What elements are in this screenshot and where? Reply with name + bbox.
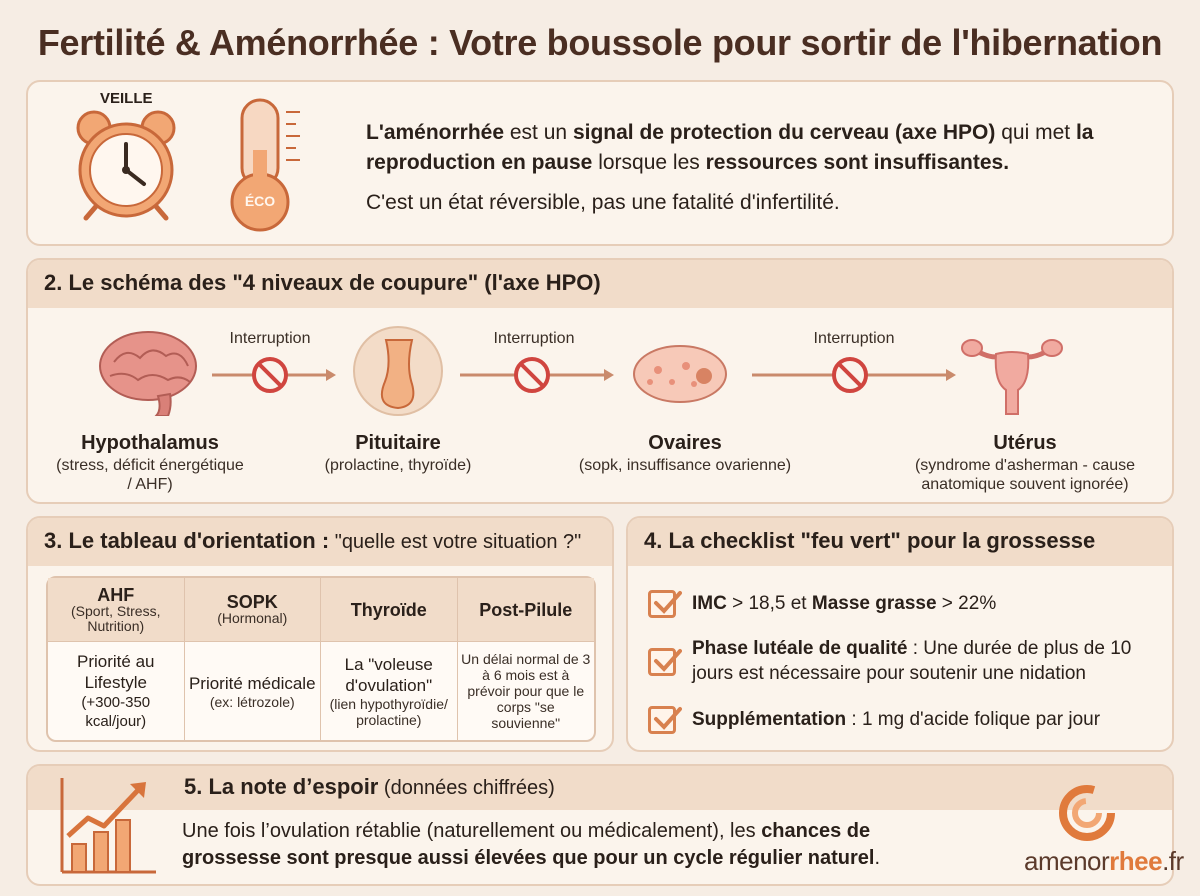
- ovary-icon: [628, 326, 732, 416]
- checklist-panel-title: 4. La checklist "feu vert" pour la grossesse: [628, 518, 1172, 566]
- checkbox-icon: [648, 590, 676, 618]
- hope-text: Une fois l’ovulation rétablie (naturellement ou médicalement), les chances de grossesse sont presque aussi élevées que pour un cycle régulier naturel.: [182, 820, 881, 869]
- interruption-label-2: Interruption: [493, 330, 575, 347]
- intro-text: [366, 118, 1166, 218]
- interruption-label-1: Interruption: [229, 330, 311, 347]
- col-header-sopk: SOPK (Hormonal): [185, 578, 322, 642]
- node-name-pituitaire: Pituitaire: [355, 432, 441, 454]
- orientation-panel-title: 3. Le tableau d'orientation : "quelle est votre situation ?": [28, 518, 612, 566]
- brain-icon: [96, 326, 200, 416]
- arrow-3: [748, 352, 958, 398]
- node-sub-uterus: (syndrome d'asherman - cause anatomique souvent ignorée): [914, 457, 1136, 493]
- arrow-1: [208, 352, 338, 398]
- node-sub-pituitaire: (prolactine, thyroïde): [324, 457, 472, 474]
- node-name-hypothalamus: Hypothalamus: [81, 432, 219, 454]
- checkbox-icon: [648, 706, 676, 734]
- brand-logo-icon: [1058, 784, 1116, 842]
- alarm-clock-icon: [66, 104, 186, 222]
- col-header-post-pilule: Post-Pilule: [458, 578, 595, 642]
- node-name-uterus: Utérus: [993, 432, 1057, 454]
- checklist-item-phase-luteale: Phase lutéale de qualité : Une durée de plus de 10 jours est nécessaire pour soutenir une nidation: [648, 636, 1168, 690]
- cell-thyroide: La "voleuse d'ovulation" (lien hypothyroïdie/ prolactine): [321, 642, 458, 740]
- node-sub-ovaires: (sopk, insuffisance ovarienne): [578, 457, 792, 474]
- brand-wordmark[interactable]: amenorrhee.fr: [1024, 846, 1184, 876]
- orientation-table: [46, 576, 596, 742]
- uterus-icon: [960, 326, 1064, 416]
- hpo-panel-title: 2. Le schéma des "4 niveaux de coupure" (l'axe HPO): [28, 260, 1172, 308]
- thermometer-label: ÉCO: [244, 193, 276, 209]
- hope-panel-title: 5. La note d’espoir (données chiffrées): [184, 774, 555, 799]
- page-title: Fertilité & Aménorrhée : Votre boussole pour sortir de l'hibernation: [37, 22, 1163, 63]
- clock-label: VEILLE: [100, 90, 153, 107]
- intro-paragraph-1: L'aménorrhée est un signal de protection du cerveau (axe HPO) qui met la reproduction en pause lorsque les ressources sont insuffisantes.: [366, 121, 1094, 174]
- cell-sopk: Priorité médicale (ex: létrozole): [185, 642, 322, 740]
- intro-paragraph-2: C'est un état réversible, pas une fatalité d'infertilité.: [366, 191, 840, 214]
- cell-post-pilule: Un délai normal de 3 à 6 mois est à prévoir pour que le corps "se souvienne": [461, 651, 591, 731]
- checklist-item-supplementation: Supplémentation : 1 mg d'acide folique par jour: [648, 706, 1168, 736]
- col-header-thyroide: Thyroïde: [321, 578, 458, 642]
- checkbox-icon: [648, 648, 676, 676]
- checklist-item-imc: IMC > 18,5 et Masse grasse > 22%: [648, 590, 1168, 620]
- thermometer-icon: [220, 94, 310, 234]
- col-header-ahf: AHF (Sport, Stress, Nutrition): [48, 578, 185, 642]
- cell-ahf: Priorité au Lifestyle (+300-350 kcal/jour): [48, 642, 185, 740]
- node-sub-hypothalamus: (stress, déficit énergétique / AHF): [56, 457, 244, 493]
- growth-chart-icon: [56, 774, 160, 878]
- arrow-2: [456, 352, 616, 398]
- pituitary-icon: [346, 326, 450, 416]
- node-name-ovaires: Ovaires: [648, 432, 722, 454]
- interruption-label-3: Interruption: [813, 330, 895, 347]
